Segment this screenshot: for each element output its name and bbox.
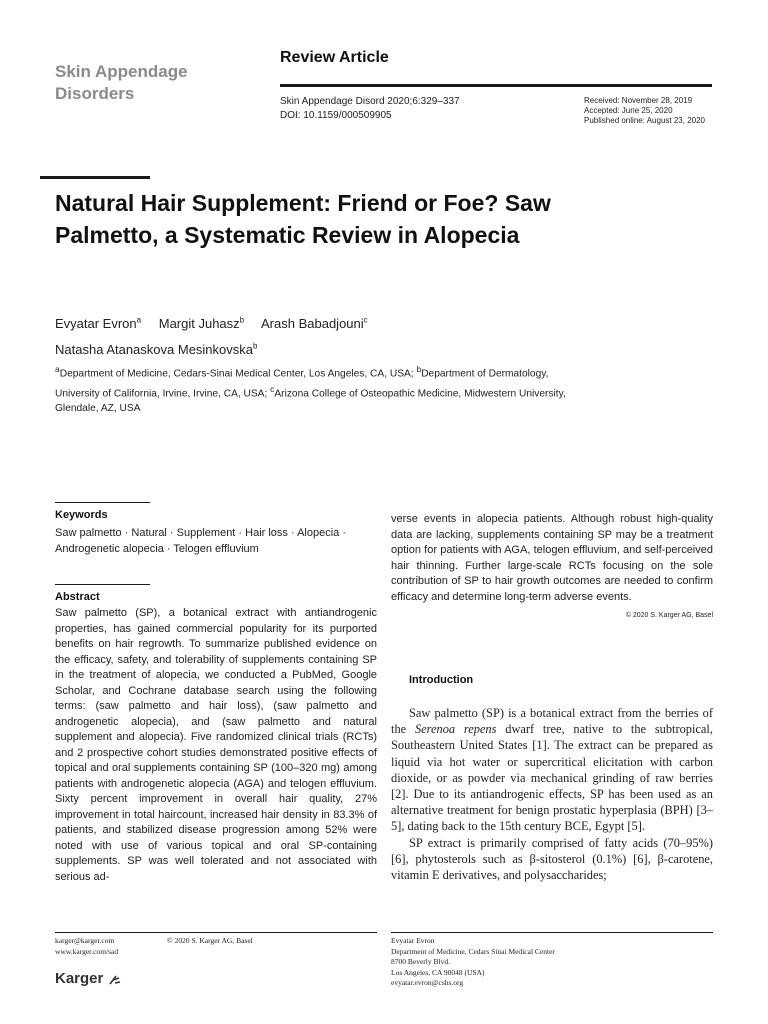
citation-doi: DOI: 10.1159/000509905: [280, 109, 392, 121]
journal-name: [55, 61, 255, 105]
publisher-contact: [55, 936, 118, 957]
abstract-continuation: verse events in alopecia patients. Although robust high-quality data are lacking, supplements containing SP may be a treatment option for patients with AGA, telogen effluvium, and self-perceived hair thinning. Further large-scale RCTs focusing on the sole contribution of SP to hair growth outcomes are needed to confirm efficacy and determine long-term adverse events.: [391, 513, 713, 603]
abstract-rule: [55, 584, 150, 585]
date-published: Published online: August 23, 2020: [584, 116, 705, 125]
author[interactable]: Arash Babadjouni$^c$: [261, 316, 368, 332]
corresponding-email[interactable]: evyatar.evron@cshs.org: [391, 978, 464, 987]
publication-dates: [584, 96, 705, 126]
species-name: Serenoa repens: [414, 722, 497, 737]
corresponding-street: 8700 Beverly Blvd.: [391, 957, 450, 966]
author-list: [55, 310, 675, 361]
publisher-website[interactable]: www.karger.com/sad: [55, 946, 119, 956]
publisher-email[interactable]: karger@karger.com: [55, 936, 115, 945]
corresponding-city: Los Angeles, CA 90048 (USA): [391, 967, 485, 977]
footer-rule-right: [391, 932, 713, 933]
abstract-heading: Abstract: [55, 591, 100, 603]
keywords-rule: [55, 502, 150, 503]
introduction-heading: Introduction: [409, 674, 474, 686]
corresponding-dept: Department of Medicine, Cedars Sinai Medical Center: [391, 946, 555, 956]
footer-rule-left: [55, 932, 377, 933]
abstract-copyright: © 2020 S. Karger AG, Basel: [625, 612, 713, 619]
title-rule: [40, 176, 150, 179]
keywords-heading: Keywords: [55, 509, 108, 521]
introduction-paragraph: Saw palmetto (SP) is a botanical extract from the berries of the Serenoa repens dwarf tree, native to the subtropical, Southeastern United States [1]. The extract can be prepared as liquid via hot water or supercritical elicitation with carbon dioxide, or as powder via mechanical grinding of raw berries [2]. Due to its antiandrogenic effects, SP has been used as an alternative treatment for benign prostatic hyperplasia (BPH) [3–5], dating back to the 15th century BCE, Egypt [5].: [391, 706, 713, 834]
date-received: Received: November 28, 2019: [584, 96, 693, 105]
introduction-paragraph: SP extract is primarily comprised of fatty acids (70–95%) [6], phytosterols such as β-sitosterol (0.1%) [6], β-carotene, vitamin E derivatives, and polysaccharides;: [391, 835, 713, 883]
author[interactable]: Margit Juhasz$^b$: [158, 316, 245, 332]
karger-logo: [55, 970, 122, 987]
logo-sprig-icon: [108, 972, 122, 986]
corresponding-author: [391, 936, 713, 989]
header-rule: [280, 84, 712, 87]
affiliations: $^a$Department of Medicine, Cedars-Sinai Medical Center, Los Angeles, CA, USA; $^b$Department of Dermatology, University of California, Irvine, Irvine, CA, USA; $^c$Arizona College of Osteopathic Medicine, Midwestern University, Glendale, AZ, USA: [55, 364, 566, 415]
article-type: Review Article: [280, 49, 389, 66]
footer-copyright: © 2020 S. Karger AG, Basel: [167, 936, 253, 945]
citation-ref: Skin Appendage Disord 2020;6:329–337: [280, 96, 460, 107]
author[interactable]: Natasha Atanaskova Mesinkovska$^b$: [55, 341, 258, 357]
abstract-text-right: [391, 512, 713, 624]
corresponding-name: Evyatar Evron: [391, 936, 435, 945]
date-accepted: Accepted: June 25, 2020: [584, 106, 673, 115]
journal-name-line2: Disorders: [55, 84, 135, 103]
author[interactable]: Evyatar Evron$^a$: [55, 316, 142, 332]
keywords-text: Saw palmetto · Natural · Supplement · Hair loss · Alopecia · Androgenetic alopecia · Telogen effluvium: [55, 527, 347, 555]
article-title: Natural Hair Supplement: Friend or Foe? Saw Palmetto, a Systematic Review in Alopecia: [55, 190, 551, 248]
citation: [280, 95, 460, 122]
journal-name-line1: Skin Appendage: [55, 62, 188, 81]
introduction-body: [391, 705, 713, 883]
abstract-text-left: Saw palmetto (SP), a botanical extract with antiandrogenic properties, has gained commercial popularity for its purported benefits on hair regrowth. To summarize published evidence on the efficacy, safety, and tolerability of supplements containing SP in the treatment of alopecia, we conducted a PubMed, Google Scholar, and Cochrane database search using the following terms: (saw palmetto and hair loss), (saw palmetto and androgenetic alopecia), and (saw palmetto and natural supplement and alopecia). Five randomized clinical trials (RCTs) and 2 prospective cohort studies demonstrated positive effects of topical and oral supplements containing SP (100–320 mg) among patients with androgenetic alopecia (AGA) and telogen effluvium. Sixty percent improvement in overall hair quality, 27% improvement in total haircount, increased hair density in 83.3% of patients, and stabilized disease progression among 52% were noted with use of various topical and oral SP-containing supplements. SP was well tolerated and not associated with serious ad-: [55, 607, 377, 883]
logo-text: Karger: [55, 970, 104, 987]
